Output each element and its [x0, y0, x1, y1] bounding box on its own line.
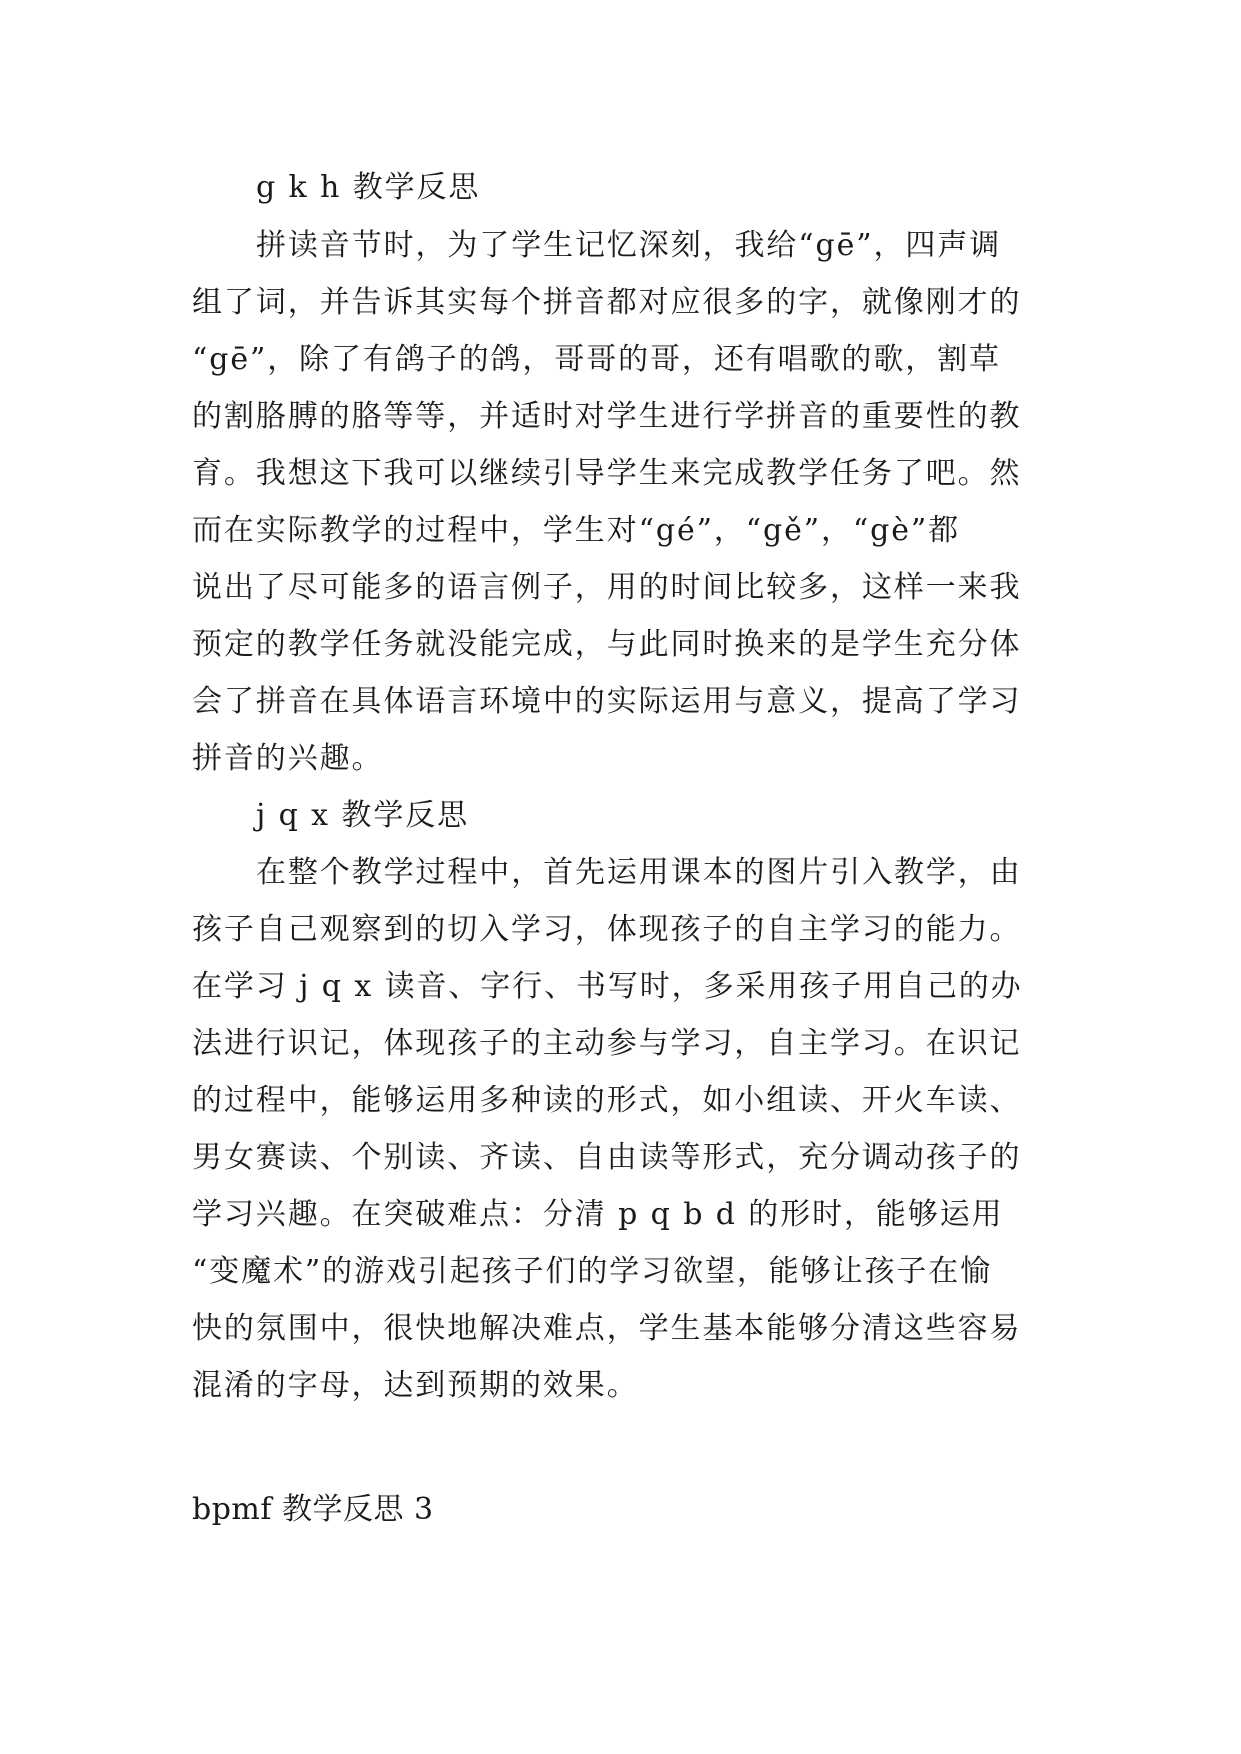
paragraph-line: 而在实际教学的过程中，学生对“gé”，“gě”，“gè”都: [192, 513, 960, 548]
section-heading-jqx: j q x 教学反思: [256, 798, 470, 833]
paragraph-line: 会了拼音在具体语言环境中的实际运用与意义，提高了学习: [192, 684, 1022, 719]
paragraph-line: 在学习 j q x 读音、字行、书写时，多采用孩子用自己的办: [192, 969, 1023, 1004]
paragraph-line: 在整个教学过程中，首先运用课本的图片引入教学，由: [256, 855, 1022, 890]
paragraph-line: 预定的教学任务就没能完成，与此同时换来的是学生充分体: [192, 627, 1022, 662]
paragraph-line: 学习兴趣。在突破难点：分清 p q b d 的形时，能够运用: [192, 1197, 1004, 1232]
paragraph-line: “gē”，除了有鸽子的鸽，哥哥的哥，还有唱歌的歌，割草: [192, 342, 1001, 377]
paragraph-line: 男女赛读、个别读、齐读、自由读等形式，充分调动孩子的: [192, 1140, 1022, 1175]
paragraph-line: 拼读音节时，为了学生记忆深刻，我给“gē”，四声调: [256, 228, 1002, 263]
paragraph-line: 育。我想这下我可以继续引导学生来完成教学任务了吧。然: [192, 456, 1022, 491]
paragraph-line: 拼音的兴趣。: [192, 741, 384, 776]
next-section-title: bpmf 教学反思 3: [192, 1492, 434, 1527]
paragraph-line: 混淆的字母，达到预期的效果。: [192, 1368, 639, 1403]
paragraph-line: “变魔术”的游戏引起孩子们的学习欲望，能够让孩子在愉: [192, 1254, 993, 1289]
section-heading-gkh: g k h 教学反思: [256, 170, 481, 205]
paragraph-line: 的割胳膊的胳等等，并适时对学生进行学拼音的重要性的教: [192, 399, 1022, 434]
paragraph-line: 孩子自己观察到的切入学习，体现孩子的自主学习的能力。: [192, 912, 1022, 947]
paragraph-line: 法进行识记，体现孩子的主动参与学习，自主学习。在识记: [192, 1026, 1022, 1061]
paragraph-line: 的过程中，能够运用多种读的形式，如小组读、开火车读、: [192, 1083, 1022, 1118]
paragraph-line: 说出了尽可能多的语言例子，用的时间比较多，这样一来我: [192, 570, 1022, 605]
paragraph-line: 组了词，并告诉其实每个拼音都对应很多的字，就像刚才的: [192, 285, 1022, 320]
paragraph-line: 快的氛围中，很快地解决难点，学生基本能够分清这些容易: [192, 1311, 1022, 1346]
